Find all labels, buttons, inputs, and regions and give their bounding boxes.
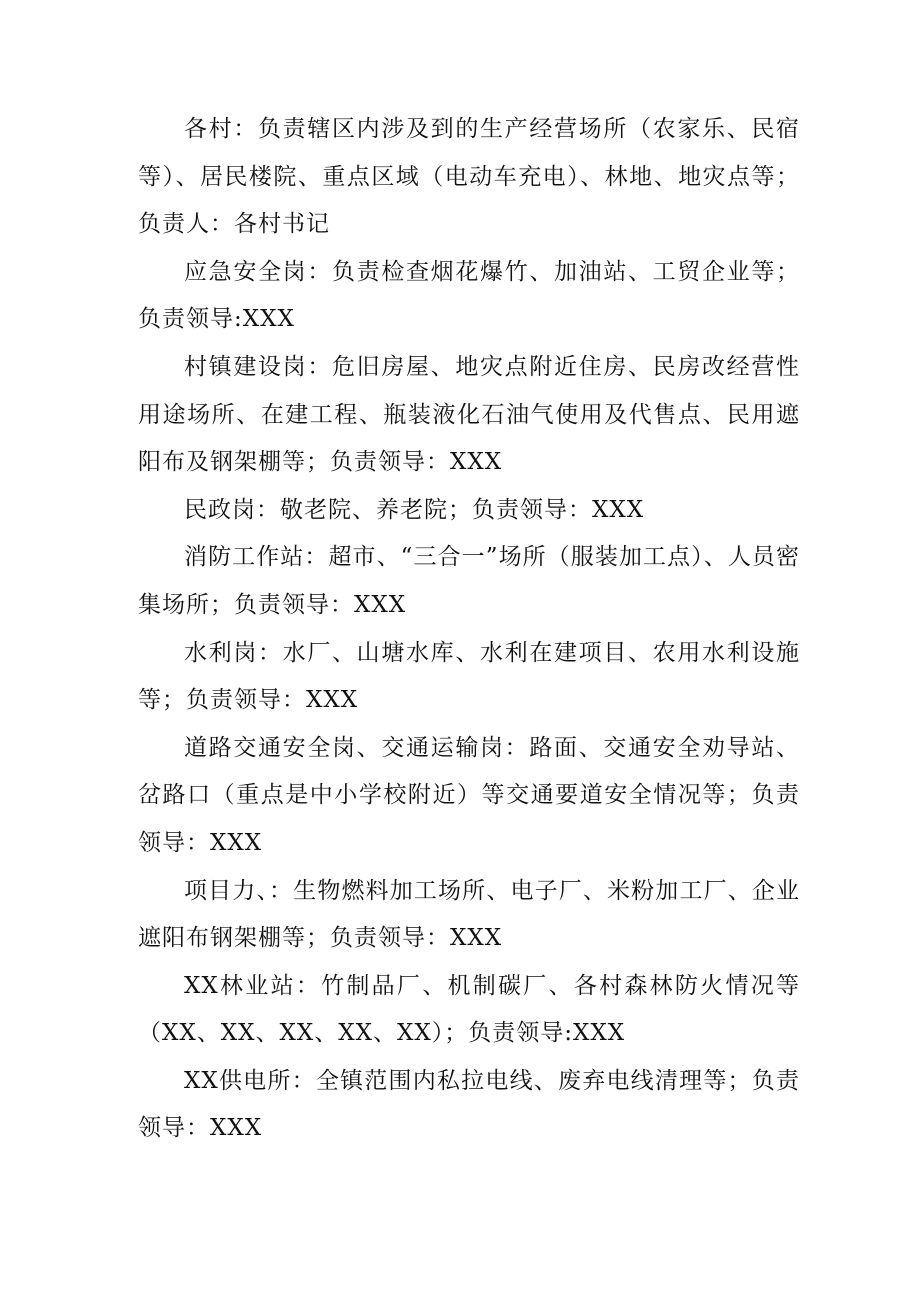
paragraph-villages: 各村：负责辖区内涉及到的生产经营场所（农家乐、民宿等）、居民楼院、重点区域（电动车充电）、林地、地灾点等；负责人：各村书记	[138, 116, 800, 238]
paragraph-fire-station: 消防工作站：超市、“三合一”场所（服装加工点）、人员密集场所；负责领导：XXX	[138, 544, 800, 618]
paragraph-emergency-safety: 应急安全岗：负责检查烟花爆竹、加油站、工贸企业等；负责领导:XXX	[138, 258, 800, 333]
paragraph-water-conservancy: 水利岗：水厂、山塘水库、水利在建项目、农用水利设施等；负责领导：XXX	[138, 639, 800, 714]
document-body	[138, 106, 800, 1153]
paragraph-power-supply: XX供电所：全镇范围内私拉电线、废弃电线清理等；负责领导：XXX	[138, 1067, 800, 1142]
paragraph-road-traffic: 道路交通安全岗、交通运输岗：路面、交通安全劝导站、岔路口（重点是中小学校附近）等交通要道安全情况等；负责领导：XXX	[138, 734, 800, 856]
paragraph-town-construction: 村镇建设岗：危旧房屋、地灾点附近住房、民房改经营性用途场所、在建工程、瓶装液化石油气使用及代售点、民用遮阳布及钢架棚等；负责领导：XXX	[138, 353, 800, 476]
paragraph-forestry-station: XX林业站：竹制品厂、机制碳厂、各村森林防火情况等（XX、XX、XX、XX、XX）；负责领导:XXX	[138, 972, 800, 1047]
paragraph-projects: 项目力、：生物燃料加工场所、电子厂、米粉加工厂、企业遮阳布钢架棚等；负责领导：XXX	[138, 877, 800, 952]
paragraph-civil-affairs: 民政岗：敬老院、养老院；负责领导：XXX	[184, 496, 645, 523]
